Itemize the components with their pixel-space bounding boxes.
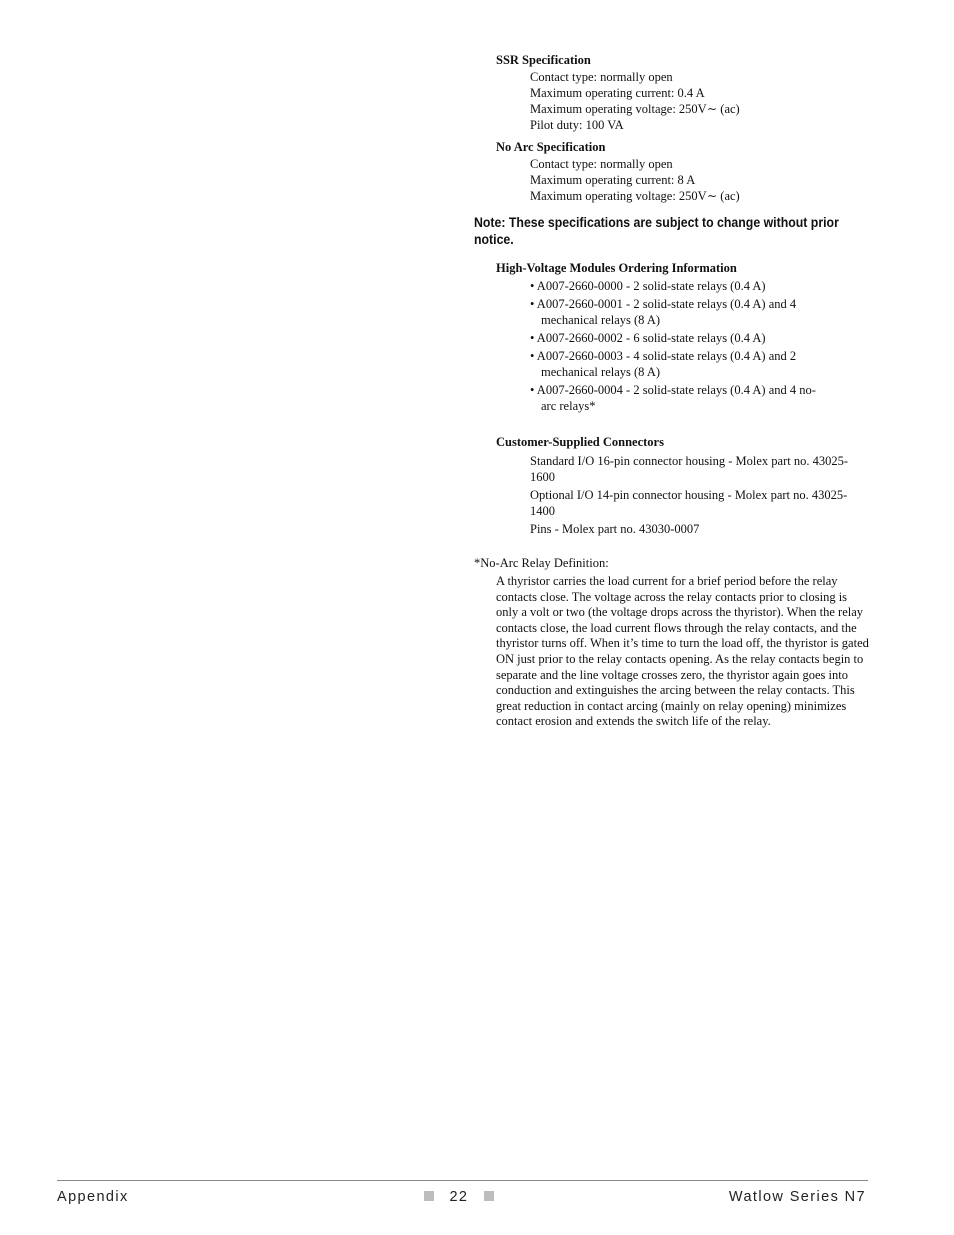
ordering-section: [474, 260, 874, 414]
ssr-line: Pilot duty: 100 VA: [530, 118, 624, 132]
list-item: • A007-2660-0004 - 2 solid-state relays (0.4 A) and 4 no-arc relays*: [530, 383, 816, 413]
no-arc-line: Maximum operating current: 8 A: [530, 173, 696, 187]
ssr-heading: SSR Specification: [496, 53, 591, 67]
connectors-heading: Customer-Supplied Connectors: [496, 435, 664, 449]
footer-page-number: [424, 1189, 494, 1205]
note-text: Note: These specifications are subject to change without prior notice.: [474, 214, 839, 247]
connectors-section: [474, 434, 874, 537]
ssr-line: Contact type: normally open: [530, 70, 673, 84]
footer-left: Appendix: [57, 1189, 129, 1205]
square-icon: [484, 1191, 494, 1201]
square-icon: [424, 1191, 434, 1201]
no-arc-line: Contact type: normally open: [530, 157, 673, 171]
footer-right: Watlow Series N7: [728, 1189, 866, 1205]
list-item: • A007-2660-0001 - 2 solid-state relays (0.4 A) and 4 mechanical relays (8 A): [530, 297, 797, 327]
ordering-heading: High-Voltage Modules Ordering Information: [496, 261, 737, 275]
ssr-section: [474, 52, 874, 133]
ssr-line: Maximum operating voltage: 250V∼ (ac): [530, 102, 740, 116]
no-arc-heading: No Arc Specification: [496, 140, 606, 154]
definition-title: *No-Arc Relay Definition:: [474, 556, 609, 570]
connector-line: Standard I/O 16-pin connector housing - Molex part no. 43025-1600: [530, 454, 848, 484]
list-item: • A007-2660-0002 - 6 solid-state relays (0.4 A): [530, 331, 766, 345]
definition-section: [474, 555, 874, 730]
content-column: [474, 52, 874, 730]
page-number: 22: [449, 1189, 469, 1205]
connector-line: Optional I/O 14-pin connector housing - Molex part no. 43025-1400: [530, 488, 848, 518]
list-item: • A007-2660-0003 - 4 solid-state relays (0.4 A) and 2 mechanical relays (8 A): [530, 349, 797, 379]
no-arc-line: Maximum operating voltage: 250V∼ (ac): [530, 189, 740, 203]
connector-line: Pins - Molex part no. 43030-0007: [530, 522, 700, 536]
ordering-list: [530, 278, 874, 414]
footer-divider: [57, 1180, 868, 1181]
ssr-line: Maximum operating current: 0.4 A: [530, 86, 705, 100]
definition-text: A thyristor carries the load current for a brief period before the relay contacts close. The voltage across the relay contacts prior to closing is only a volt or two (the voltage drops across the thyristor). When the relay contacts close, the load current flows through the relay contacts, and the thyristor turns off. When it’s time to turn the load off, the thyristor is gated ON just prior to the relay contacts opening. As the relay contacts begin to separate and the line voltage crosses zero, the thyristor again goes into conduction and extinguishes the arcing between the relay contacts. This great reduction in contact arcing (mainly on relay opening) minimizes contact erosion and extends the switch life of the relay.: [496, 574, 869, 729]
list-item: • A007-2660-0000 - 2 solid-state relays (0.4 A): [530, 279, 766, 293]
no-arc-section: [474, 139, 874, 204]
